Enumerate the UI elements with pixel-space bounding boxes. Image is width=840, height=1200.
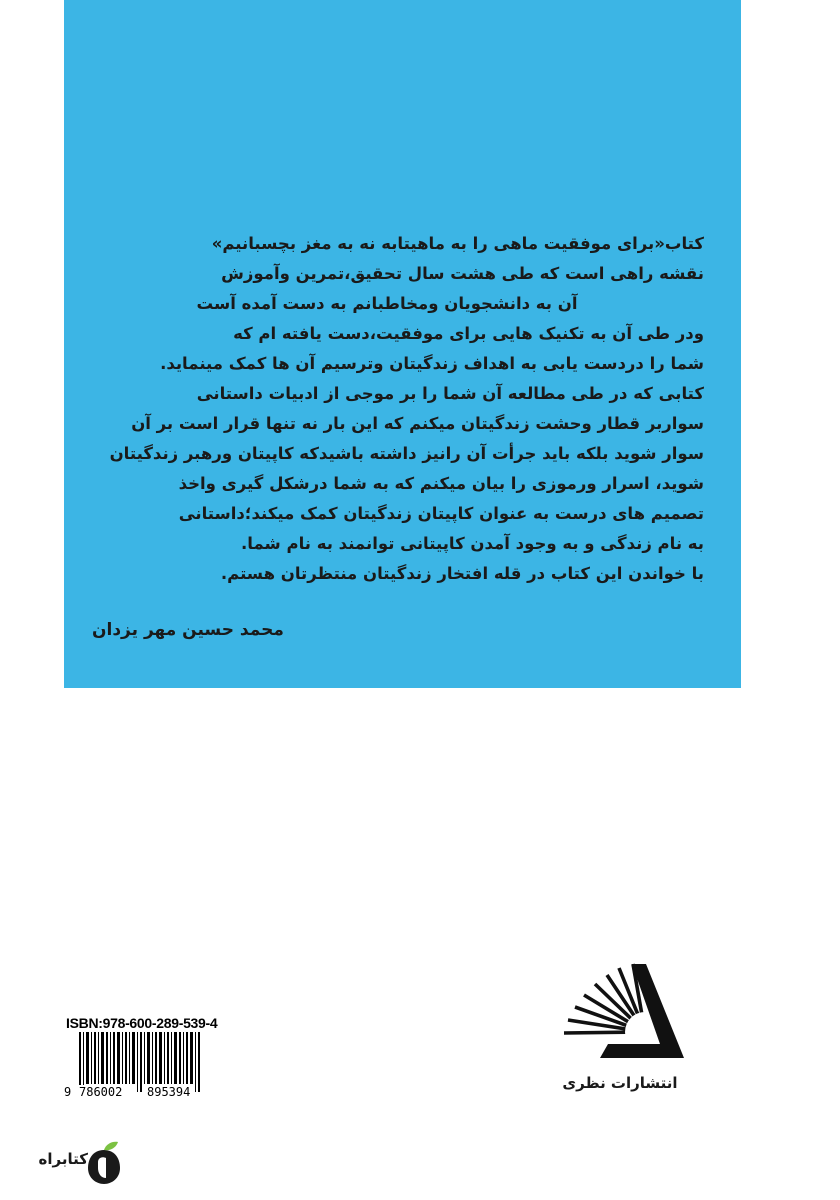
description-line: سوار شوید بلکه باید جرأت آن رانیز داشته باشیدکه کاپیتان ورهبر زندگیتان [109, 444, 704, 463]
description-line: تصمیم های درست به عنوان کاپیتان زندگیتان کمک میکند؛داستانی [178, 504, 704, 523]
description-line: شما را دردست یابی به اهداف زندگیتان وترسیم آن ها کمک مینماید. [160, 354, 704, 373]
store-logo-icon [84, 1140, 124, 1186]
barcode-left-digits: 786002 [79, 1085, 123, 1099]
description-line: کتاب«برای موفقیت ماهی را به ماهیتابه نه به مغز بچسبانیم» [211, 234, 704, 253]
description-line: سواربر قطار وحشت زندگیتان میکنم که این بار نه تنها قرار است بر آن [131, 414, 704, 433]
author-name: محمد حسین مهر یزدان [92, 620, 284, 640]
isbn-label: ISBN:978-600-289-539-4 [66, 1015, 218, 1031]
description-line: ودر طی آن به تکنیک هایی برای موفقیت،دست یافته ام که [233, 324, 704, 343]
publisher-logo [560, 962, 688, 1062]
barcode-prefix-digit: 9 [64, 1085, 72, 1099]
description-line: آن به دانشجویان ومخاطبانم به دست آمده آست [196, 294, 578, 313]
barcode-right-digits: 895394 [147, 1085, 191, 1099]
publisher-name: انتشارات نظری [562, 1074, 678, 1092]
store-name: کتابراه [38, 1150, 88, 1168]
description-line: نقشه راهی است که طی هشت سال تحقیق،تمرین وآموزش [221, 264, 704, 283]
description-line: شوید، اسرار ورموزی را بیان میکنم که به شما درشکل گیری واخذ [178, 474, 704, 493]
description-line: به نام زندگی و به وجود آمدن کاپیتانی توانمند به نام شما. [241, 534, 704, 553]
description-line: با خواندن این کتاب در قله افتخار زندگیتان منتظرتان هستم. [220, 564, 704, 583]
description-text [70, 229, 704, 589]
description-line: کتابی که در طی مطالعه آن شما را بر موجی از ادبیات داستانی [196, 384, 704, 403]
